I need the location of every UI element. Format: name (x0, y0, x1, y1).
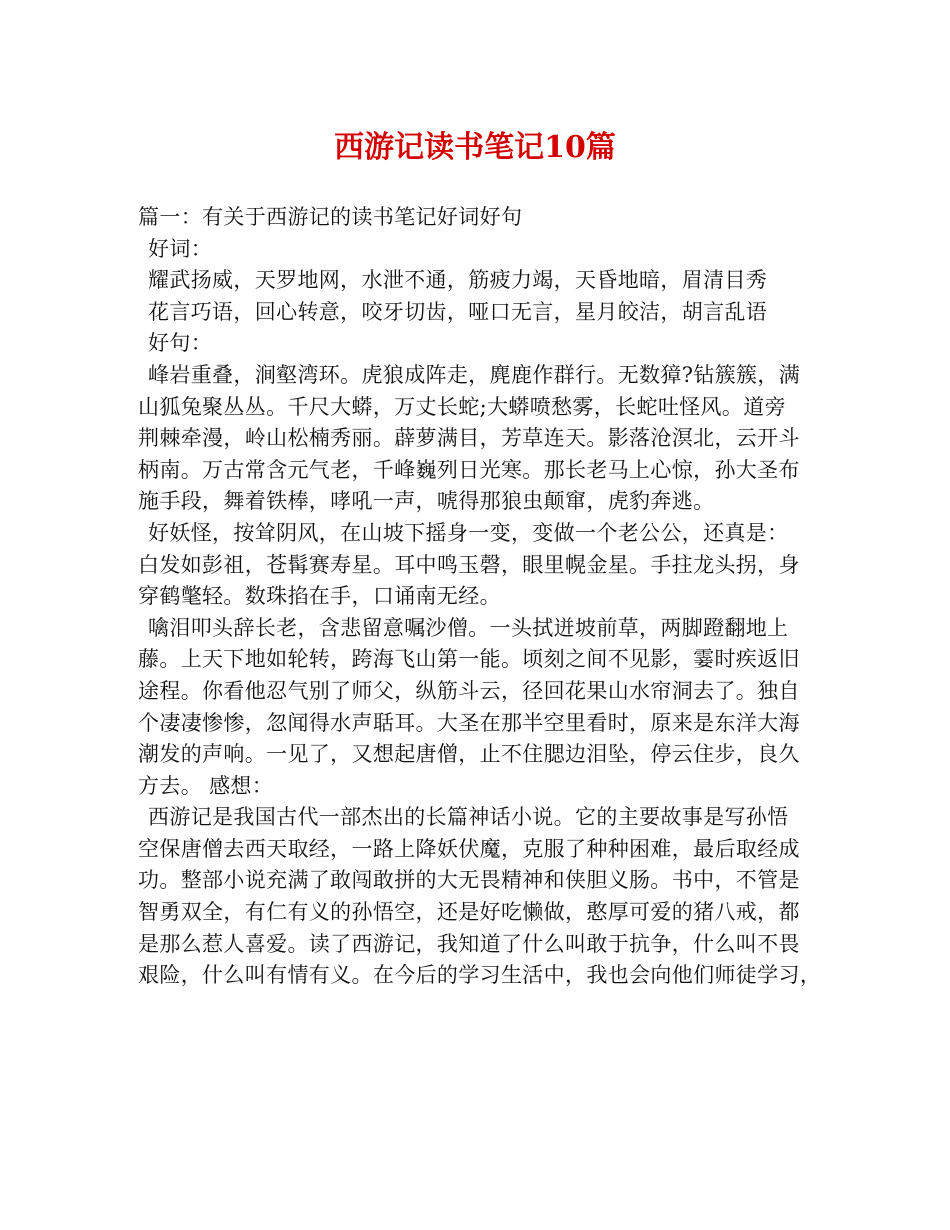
text-line: 藤。上天下地如轮转，跨海飞山第一能。顷刻之间不见影，霎时疾返旧 (138, 647, 800, 672)
text-line: 好句： (148, 331, 213, 356)
text-line: 耀武扬威，天罗地网，水泄不通，筋疲力竭，天昏地暗，眉清目秀 (148, 268, 768, 293)
text-line: 潮发的声响。一见了，又想起唐僧，止不住腮边泪坠，停云住步，良久 (138, 742, 800, 767)
text-line: 施手段，舞着铁棒，哮吼一声，唬得那狼虫颠窜，虎豹奔逃。 (138, 489, 715, 514)
text-line: 篇一：有关于西游记的读书笔记好词好句 (138, 205, 523, 229)
text-line: 好词： (148, 236, 213, 261)
text-line: 是那么惹人喜爱。读了西游记，我知道了什么叫敢于抗争，什么叫不畏 (138, 931, 800, 956)
text-line: 空保唐僧去西天取经，一路上降妖伏魔，克服了种种困难，最后取经成 (138, 836, 800, 861)
text-line: 好妖怪，按耸阴风，在山坡下摇身一变，变做一个老公公，还真是： (148, 520, 789, 545)
document-title: 西游记读书笔记10篇 (334, 130, 616, 165)
text-line: 峰岩重叠，涧壑湾环。虎狼成阵走，麂鹿作群行。无数獐?钻簇簇，满 (148, 362, 801, 387)
text-line: 噙泪叩头辞长老，含悲留意嘱沙僧。一头拭迸坡前草，两脚蹬翻地上 (148, 615, 789, 640)
text-line: 花言巧语，回心转意，咬牙切齿，哑口无言，星月皎洁，胡言乱语 (148, 299, 768, 324)
text-line: 山狐兔聚丛丛。千尺大蟒，万丈长蛇;大蟒喷愁雾，长蛇吐怪风。道旁 (138, 394, 786, 419)
text-line: 功。整部小说充满了敢闯敢拼的大无畏精神和侠胆义肠。书中，不管是 (138, 868, 800, 893)
text-line: 智勇双全，有仁有义的孙悟空，还是好吃懒做，憨厚可爱的猪八戒，都 (138, 900, 800, 925)
text-line: 穿鹤氅轻。数珠掐在手，口诵南无经。 (138, 584, 501, 609)
text-line: 艰险，什么叫有情有义。在今后的学习生活中，我也会向他们师徒学习， (138, 963, 822, 988)
text-line: 白发如彭祖，苍髯赛寿星。耳中鸣玉磬，眼里幌金星。手拄龙头拐，身 (138, 552, 800, 577)
text-line: 方去。 感想： (138, 773, 274, 798)
text-line: 途程。你看他忍气别了师父，纵筋斗云，径回花果山水帘洞去了。独自 (138, 678, 800, 703)
text-line: 个凄凄惨惨，忽闻得水声聒耳。大圣在那半空里看时，原来是东洋大海 (138, 710, 800, 735)
document-body (138, 202, 822, 992)
text-line: 荆棘牵漫，岭山松楠秀丽。薜萝满目，芳草连天。影落沧溟北，云开斗 (138, 426, 800, 451)
text-line: 柄南。万古常含元气老，千峰巍列日光寒。那长老马上心惊，孙大圣布 (138, 457, 800, 482)
text-line: 西游记是我国古代一部杰出的长篇神话小说。它的主要故事是写孙悟 (148, 805, 789, 830)
